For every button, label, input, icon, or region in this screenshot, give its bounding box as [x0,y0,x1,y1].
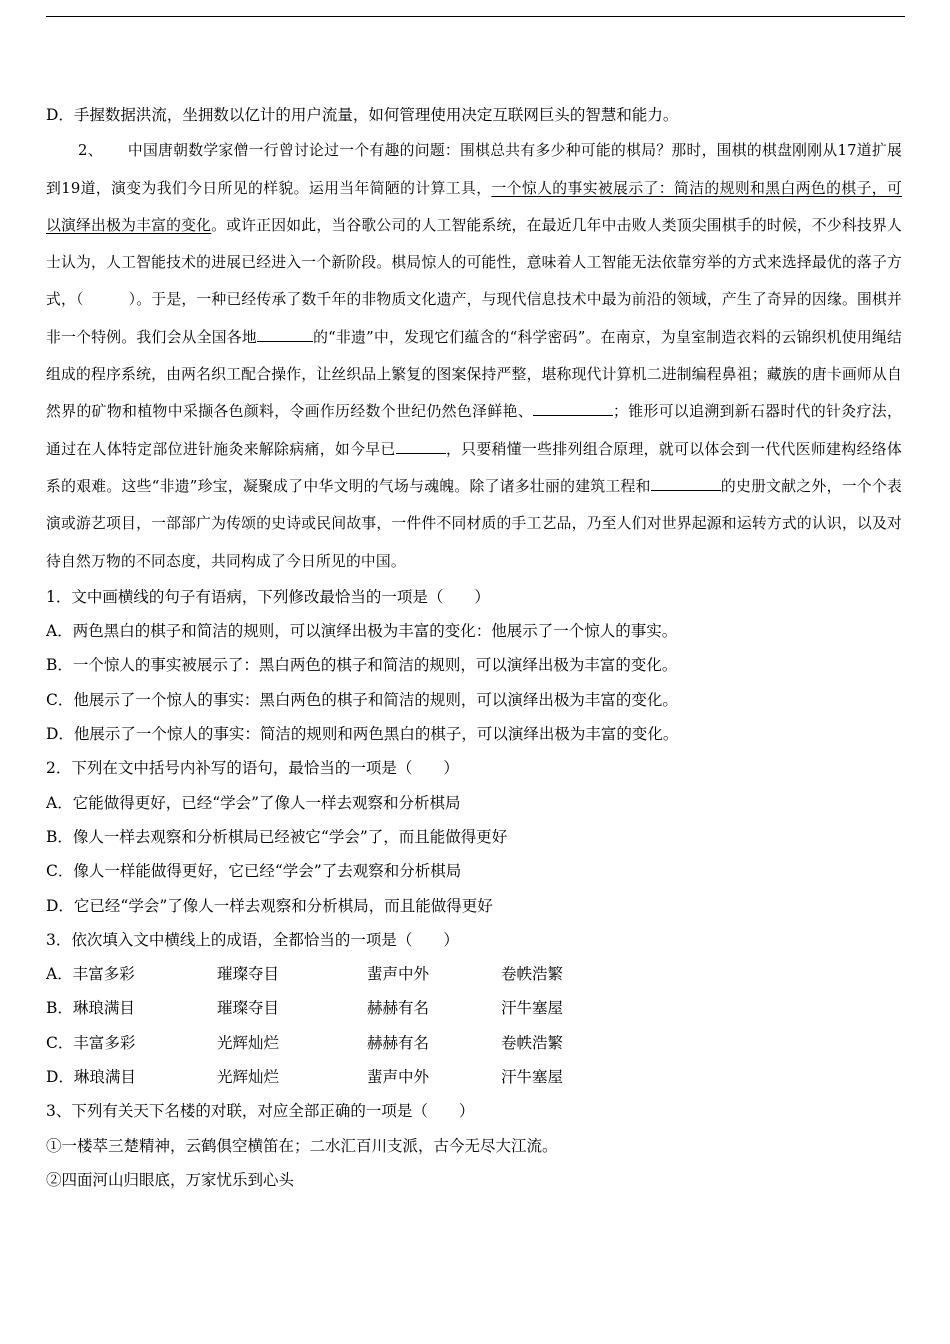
question-2-option-a: A．它能做得更好，已经“学会”了像人一样去观察和分析棋局 [46,793,461,812]
option-label: A．丰富多彩 [46,965,135,984]
option-label: D．琳琅满目 [46,1068,136,1087]
question-3-option-b [46,991,902,1025]
question-1-option-d: D．他展示了一个惊人的事实：简洁的规则和两色黑白的棋子，可以演绎出极为丰富的变化。 [46,725,679,744]
passage-number: 2、 [78,142,103,160]
passage-sentence-5: ，只要稍懂一些排列组合原理，就可以体会到一代代医师建构经络体系的艰难。这些“非遗”珍宝，凝聚成了中华文明的气场与魂魄。除了诸多壮丽的建筑工程和 [46,440,902,495]
idiom: 卷帙浩繁 [501,1033,564,1052]
idiom: 光辉灿烂 [217,1033,280,1052]
question-2-stem: 2．下列在文中括号内补写的语句，最恰当的一项是（ ） [46,759,459,778]
question-3-option-d [46,1060,902,1094]
next-question-stem: 3、下列有关天下名楼的对联，对应全部正确的一项是（ ） [46,1102,475,1121]
idiom: 光辉灿烂 [217,1068,280,1087]
header-rule [46,16,905,17]
idiom: 蜚声中外 [367,965,430,984]
passage-sentence-3: 的“非遗”中，发现它们蕴含的“科学密码”。在南京，为皇室制造衣料的云锦织机使用绳结组成的程序系统，由两名织工配合操作，让丝织品上繁复的图案保持严整，堪称现代计算机二进制编程鼻祖；藏族的唐卡画师从自然界的矿物和植物中采撷各色颜料，令画作历经数个世纪仍然色泽鲜艳、 [46,328,902,421]
idiom: 汗牛塞屋 [501,999,564,1018]
question-1-stem: 1．文中画横线的句子有语病，下列修改最恰当的一项是（ ） [46,587,490,606]
option-label: C．丰富多彩 [46,1033,136,1052]
idiom: 璀璨夺目 [217,965,280,984]
fill-blank-1 [257,327,313,342]
question-2-option-d: D．它已经“学会”了像人一样去观察和分析棋局，而且能做得更好 [46,896,493,915]
passage-sentence-2: 。或许正因如此，当谷歌公司的人工智能系统，在最近几年中击败人类顶尖围棋手的时候，不少科技界人士认为，人工智能技术的进展已经进入一个新阶段。棋局惊人的可能性，意味着人工智能无法依靠穷举的方式来选择最优的落子方式，（ ）。于是，一种已经传承了数千年的非物质文化遗产，与现代信息技术中最为前沿的领域，产生了奇异的因缘。围棋并非一个特例。我们会从全国各地 [46,216,902,346]
idiom: 卷帙浩繁 [501,965,564,984]
passage-sentence-4: ；锥形可以追溯到新石器时代的针灸疗法，通过在人体特定部位进针施灸来解除病痛，如今早已 [46,403,902,458]
question-2-option-b: B．像人一样去观察和分析棋局已经被它“学会”了，而且能做得更好 [46,827,508,846]
idiom: 赫赫有名 [367,1033,430,1052]
question-3-option-c [46,1026,902,1060]
passage-sentence-6: 的史册文献之外，一个个表演或游艺项目，一部部广为传颂的史诗或民间故事，一件件不同材质的手工艺品，乃至人们对世界起源和运转方式的认识，以及对待自然万物的不同态度，共同构成了今日所见的中国。 [46,477,902,570]
question-2-option-c: C．像人一样能做得更好，它已经“学会”了去观察和分析棋局 [46,862,462,881]
idiom: 赫赫有名 [367,999,430,1018]
couplet-2: ②四面河山归眼底，万家忧乐到心头 [46,1170,295,1189]
question-1-option-c: C．他展示了一个惊人的事实：黑白两色的棋子和简洁的规则，可以演绎出极为丰富的变化。 [46,690,678,709]
option-label: B．琳琅满目 [46,999,135,1018]
fill-blank-4 [651,476,721,491]
underlined-sentence: 一个惊人的事实被展示了：简洁的规则和黑白两色的棋子，可以演绎出极为丰富的变化 [46,179,902,234]
idiom: 蜚声中外 [367,1068,430,1087]
fill-blank-3 [396,439,446,454]
previous-option-d: D．手握数据洪流，坐拥数以亿计的用户流量，如何管理使用决定互联网巨头的智慧和能力。 [46,106,679,124]
reading-passage [46,132,902,580]
question-3-stem: 3．依次填入文中横线上的成语，全都恰当的一项是（ ） [46,930,459,949]
document-body [46,98,902,1197]
question-1-option-b: B．一个惊人的事实被展示了：黑白两色的棋子和简洁的规则，可以演绎出极为丰富的变化。 [46,656,678,675]
question-3-option-a [46,957,902,991]
passage-sentence-1: 中国唐朝数学家僧一行曾讨论过一个有趣的问题：围棋总共有多少种可能的棋局？那时，围棋的棋盘刚刚从17道扩展到19道，演变为我们今日所见的样貌。运用当年简陋的计算工具， [46,142,902,197]
couplet-1: ①一楼萃三楚精神，云鹤俱空横笛在；二水汇百川支派，古今无尽大江流。 [46,1136,558,1155]
question-1-option-a: A．两色黑白的棋子和简洁的规则，可以演绎出极为丰富的变化：他展示了一个惊人的事实。 [46,622,678,641]
idiom: 璀璨夺目 [217,999,280,1018]
fill-blank-2 [533,401,613,416]
idiom: 汗牛塞屋 [501,1068,564,1087]
